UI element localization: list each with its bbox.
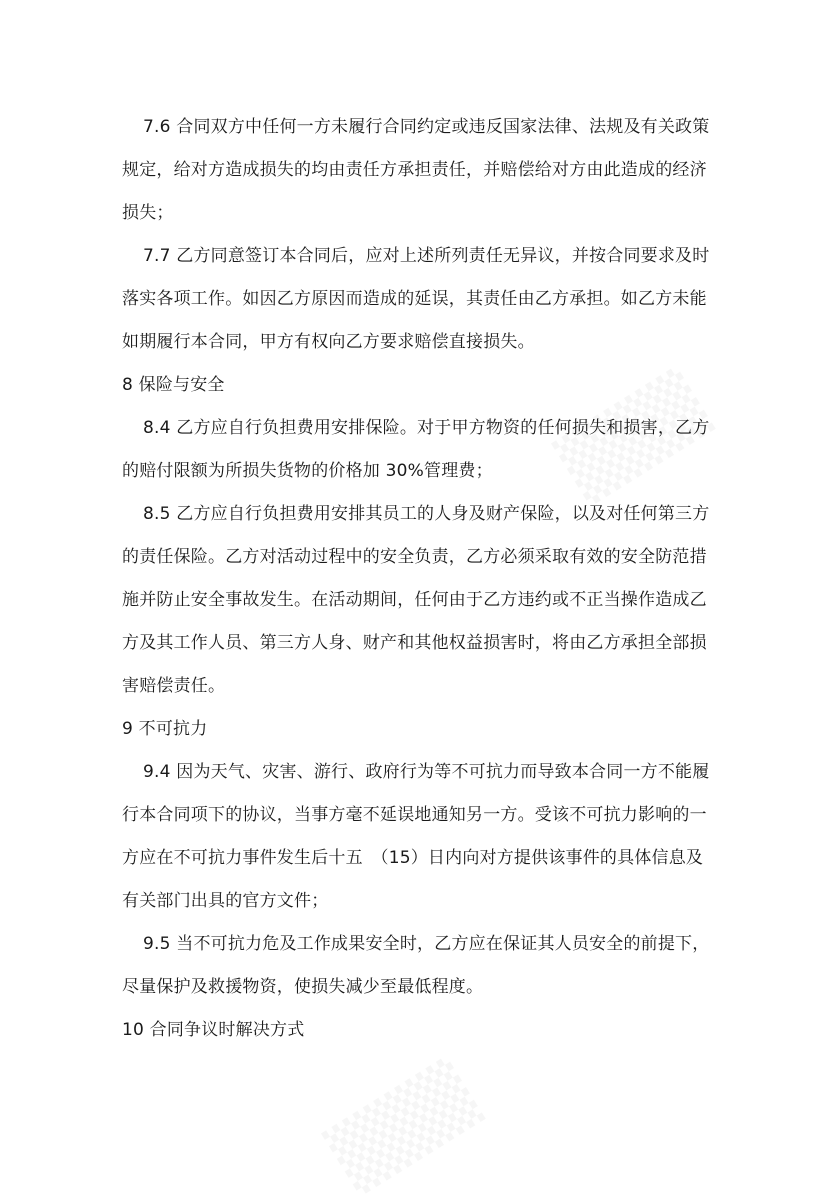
clause-7-6-line-2: 规定，给对方造成损失的均由责任方承担责任，并赔偿给对方由此造成的经济 <box>122 160 707 180</box>
clause-9-4-line-4: 有关部门出具的官方文件； <box>122 891 329 911</box>
watermark-2 <box>322 1056 486 1197</box>
clause-8-5-line-1: 8.5 乙方应自行负担费用安排其员工的人身及财产保险，以及对任何第三方 <box>143 504 710 524</box>
clause-7-7-line-3: 如期履行本合同，甲方有权向乙方要求赔偿直接损失。 <box>122 332 535 352</box>
clause-9-4-line-3: 方应在不可抗力事件发生后十五 （15）日内向对方提供该事件的具体信息及 <box>122 848 704 868</box>
clause-7-6-line-1: 7.6 合同双方中任何一方未履行合同约定或违反国家法律、法规及有关政策 <box>143 117 710 137</box>
clause-7-6-line-3: 损失； <box>122 203 174 223</box>
section-10-title: 10 合同争议时解决方式 <box>122 1020 305 1040</box>
clause-9-4-line-1: 9.4 因为天气、灾害、游行、政府行为等不可抗力而导致本合同一方不能履 <box>143 762 710 782</box>
clause-8-5-line-3: 施并防止安全事故发生。在活动期间，任何由于乙方违约或不正当操作造成乙 <box>122 590 707 610</box>
clause-9-5-line-2: 尽量保护及救援物资，使损失减少至最低程度。 <box>122 977 484 997</box>
clause-7-7-line-1: 7.7 乙方同意签订本合同后，应对上述所列责任无异议，并按合同要求及时 <box>143 246 710 266</box>
clause-9-5-line-1: 9.5 当不可抗力危及工作成果安全时，乙方应在保证其人员安全的前提下， <box>143 934 710 954</box>
clause-8-5-line-5: 害赔偿责任。 <box>122 676 226 696</box>
section-9-title: 9 不可抗力 <box>122 719 208 739</box>
clause-7-7-line-2: 落实各项工作。如因乙方原因而造成的延误，其责任由乙方承担。如乙方未能 <box>122 289 707 309</box>
clause-8-4-line-2: 的赔付限额为所损失货物的价格加 30%管理费； <box>122 461 493 481</box>
section-8-title: 8 保险与安全 <box>122 375 225 395</box>
clause-8-4-line-1: 8.4 乙方应自行负担费用安排保险。对于甲方物资的任何损失和损害，乙方 <box>143 418 710 438</box>
clause-8-5-line-4: 方及其工作人员、第三方人身、财产和其他权益损害时，将由乙方承担全部损 <box>122 633 707 653</box>
clause-9-4-line-2: 行本合同项下的协议，当事方毫不延误地通知另一方。受该不可抗力影响的一 <box>122 805 707 825</box>
clause-8-5-line-2: 的责任保险。乙方对活动过程中的安全负责，乙方必须采取有效的安全防范措 <box>122 547 707 567</box>
